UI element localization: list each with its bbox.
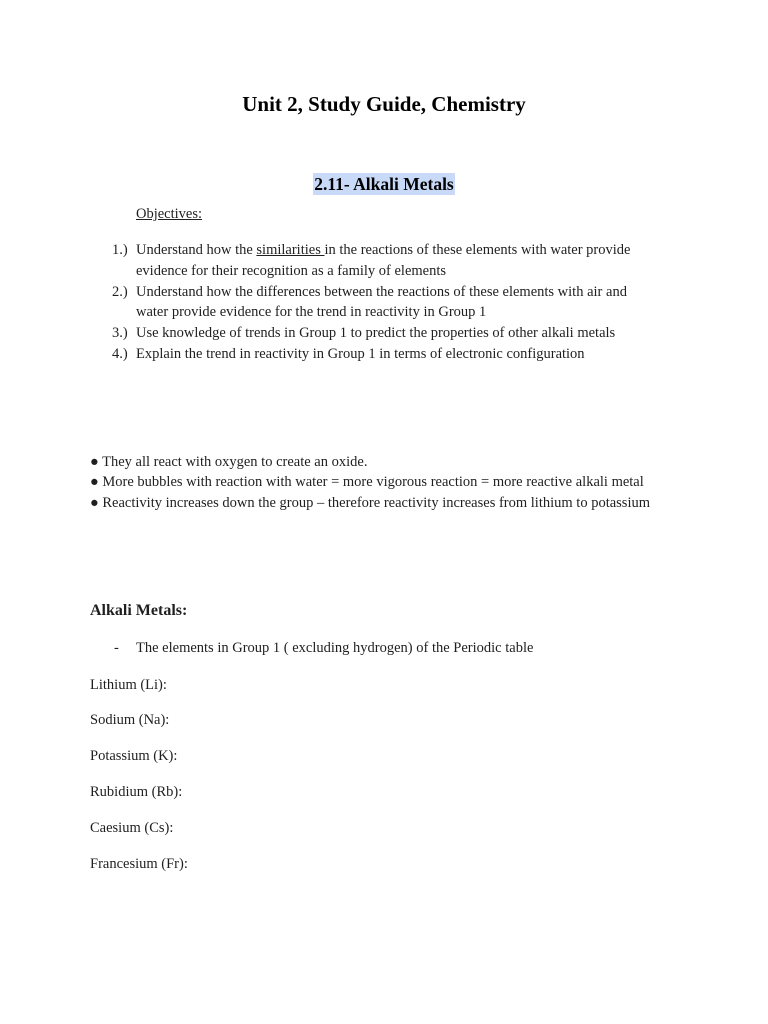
- definition-text: The elements in Group 1 ( excluding hydrogen) of the Periodic table: [136, 640, 534, 656]
- section-heading-wrap: [0, 173, 768, 195]
- objective-line: Explain the trend in reactivity in Group 1 in terms of electronic configuration: [136, 346, 585, 362]
- objective-line: [136, 242, 630, 259]
- objective-line: water provide evidence for the trend in reactivity in Group 1: [136, 304, 487, 320]
- objective-underlined-word: similarities: [256, 242, 325, 258]
- page-title: Unit 2, Study Guide, Chemistry: [242, 92, 526, 116]
- objective-text: Understand how the: [136, 242, 257, 258]
- alkali-metals-heading: Alkali Metals:: [90, 602, 188, 619]
- bullet-item: ● Reactivity increases down the group – therefore reactivity increases from lithium to potassium: [90, 495, 650, 511]
- objective-line: Use knowledge of trends in Group 1 to predict the properties of other alkali metals: [136, 325, 616, 341]
- objective-line: Understand how the differences between the reactions of these elements with air and: [136, 284, 627, 300]
- element-potassium: Potassium (K):: [90, 748, 178, 764]
- objective-line: evidence for their recognition as a family of elements: [136, 263, 447, 279]
- objectives-label: Objectives:: [136, 206, 203, 222]
- objective-number: 4.): [112, 346, 128, 362]
- objective-number: 1.): [112, 242, 128, 258]
- element-francesium: Francesium (Fr):: [90, 856, 188, 872]
- objective-text: in the reactions of these elements with water provide: [324, 242, 631, 258]
- element-rubidium: Rubidium (Rb):: [90, 784, 183, 800]
- element-caesium: Caesium (Cs):: [90, 820, 174, 836]
- bullet-item: ● They all react with oxygen to create an oxide.: [90, 454, 368, 470]
- bullet-item: ● More bubbles with reaction with water = more vigorous reaction = more reactive alkali metal: [90, 474, 644, 490]
- element-lithium: Lithium (Li):: [90, 677, 167, 693]
- section-title: 2.11- Alkali Metals: [314, 174, 454, 194]
- objective-number: 2.): [112, 284, 128, 300]
- element-sodium: Sodium (Na):: [90, 712, 170, 728]
- list-dash: -: [114, 640, 119, 656]
- objective-number: 3.): [112, 325, 128, 341]
